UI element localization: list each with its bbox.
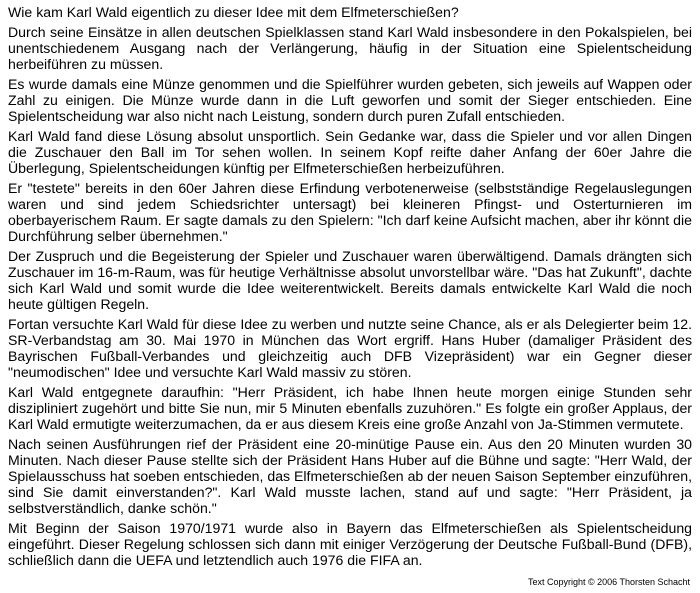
paragraph-1: Durch seine Einsätze in allen deutschen Spielklassen stand Karl Wald insbesondere in den Pokalspielen, bei unentschiedenem Ausgang nach der Verlängerung, häufig in der Situation eine Spielentscheidung herbeiführen zu müssen.	[8, 24, 692, 72]
article	[8, 4, 692, 572]
paragraph-3: Karl Wald fand diese Lösung absolut unsportlich. Sein Gedanke war, dass die Spieler und vor allen Dingen die Zuschauer den Ball im Tor sehen wollen. In seinem Kopf reifte daher Anfang der 60er Jahre die Überlegung, Spielentscheidungen künftig per Elfmeterschießen herbeizuführen.	[8, 128, 692, 176]
paragraph-5: Der Zuspruch und die Begeisterung der Spieler und Zuschauer waren überwältigend. Damals drängten sich Zuschauer im 16-m-Raum, was für heutige Verhältnisse absolut unvorstellbar wäre. "Das hat Zukunft", dachte sich Karl Wald und somit wurde die Idee weiterentwickelt. Bereits damals entwickelte Karl Wald die noch heute gültigen Regeln.	[8, 248, 692, 312]
paragraph-4: Er "testete" bereits in den 60er Jahren diese Erfindung verbotenerweise (selbstständige Regelauslegungen waren und sind jedem Schiedsrichter untersagt) bei kleineren Pfingst- und Osterturnieren im oberbayerischem Raum. Er sagte damals zu den Spielern: "Ich darf keine Aufsicht machen, aber ihr könnt die Durchführung selber übernehmen."	[8, 180, 692, 244]
paragraph-2: Es wurde damals eine Münze genommen und die Spielführer wurden gebeten, sich jeweils auf Wappen oder Zahl zu einigen. Die Münze wurde dann in die Luft geworfen und somit der Sieger entschieden. Eine Spielentscheidung war also nicht nach Leistung, sondern durch puren Zufall entschieden.	[8, 76, 692, 124]
paragraph-7: Karl Wald entgegnete daraufhin: "Herr Präsident, ich habe Ihnen heute morgen einige Stunden sehr diszipliniert zugehört und bitte Sie nun, mir 5 Minuten ebenfalls zuzuhören." Es folgte ein großer Applaus, der Karl Wald ermutigte weiterzumachen, da er aus diesem Kreis eine große Anzahl von Ja-Stimmen vermutete.	[8, 384, 692, 432]
paragraph-8: Nach seinen Ausführungen rief der Präsident eine 20-minütige Pause ein. Aus den 20 Minuten wurden 30 Minuten. Nach dieser Pause stellte sich der Präsident Hans Huber auf die Bühne und sagte: "Herr Wald, der Spielausschuss hat soeben entschieden, das Elfmeterschießen ab der neuen Saison September einzuführen, sind Sie damit einverstanden?". Karl Wald musste lachen, stand auf und sagte: "Herr Präsident, ja selbstverständlich, danke schön."	[8, 436, 692, 516]
copyright-notice: Text Copyright © 2006 Thorsten Schacht	[527, 577, 690, 587]
article-heading: Wie kam Karl Wald eigentlich zu dieser Idee mit dem Elfmeterschießen?	[8, 4, 459, 20]
paragraph-6: Fortan versuchte Karl Wald für diese Idee zu werben und nutzte seine Chance, als er als Delegierter beim 12. SR-Verbandstag am 30. Mai 1970 in München das Wort ergriff. Hans Huber (damaliger Präsident des Bayrischen Fußball-Verbandes und gleichzeitig auch DFB Vizepräsident) war ein Gegner dieser "neumodischen" Idee und versuchte Karl Wald massiv zu stören.	[8, 316, 692, 380]
paragraph-9: Mit Beginn der Saison 1970/1971 wurde also in Bayern das Elfmeterschießen als Spielentscheidung eingeführt. Dieser Regelung schlossen sich dann mit einiger Verzögerung der Deutsche Fußball-Bund (DFB), schließlich dann die UEFA und letztendlich auch 1976 die FIFA an.	[8, 520, 692, 568]
